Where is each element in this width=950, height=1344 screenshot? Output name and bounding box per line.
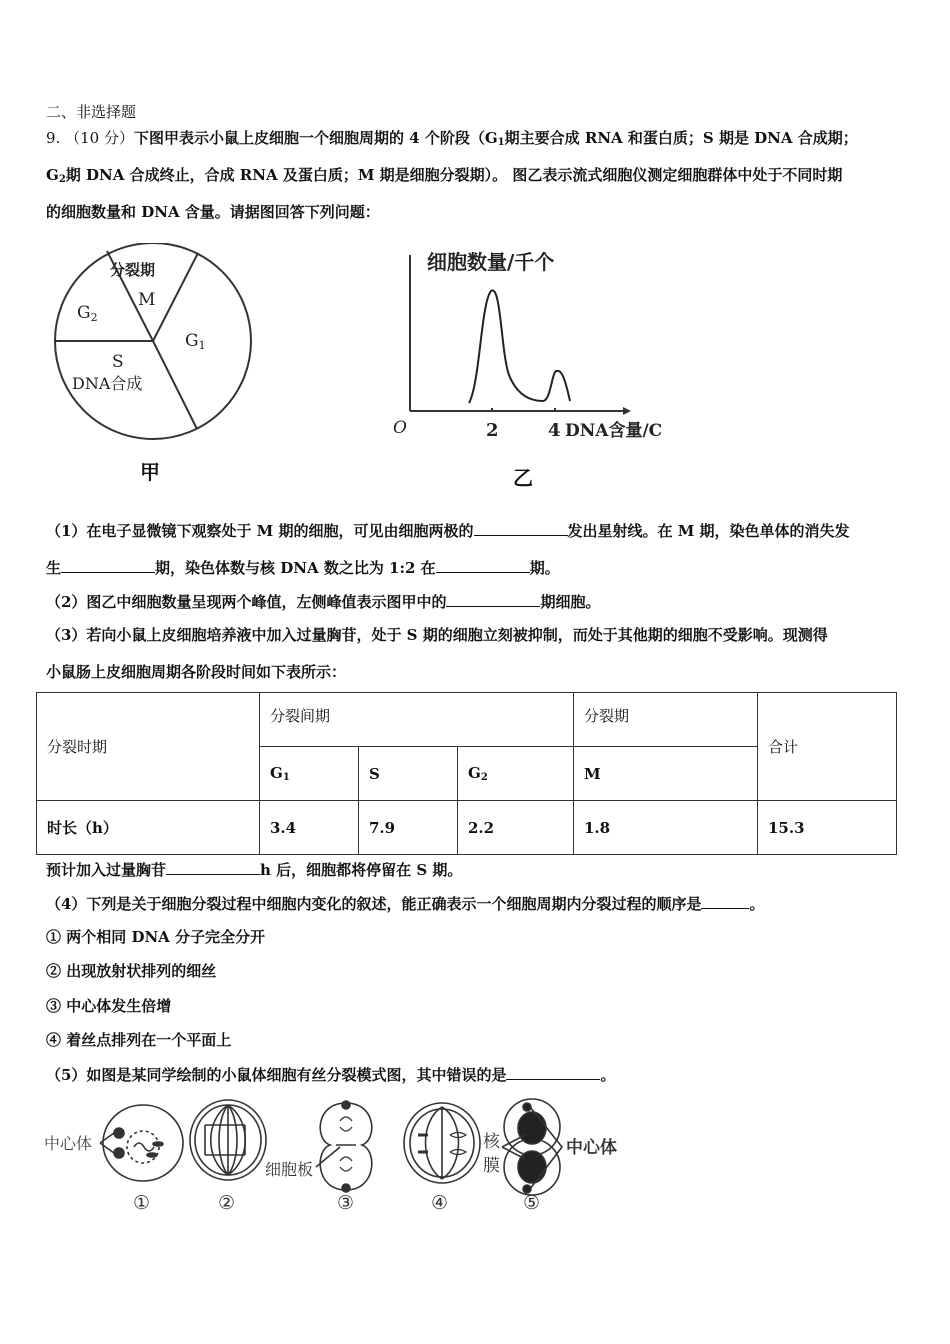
chart-ylabel: 细胞数量/千个: [427, 250, 555, 274]
sub-q5-text-a: （5）如图是某同学绘制的小鼠体细胞有丝分裂模式图，其中错误的是: [46, 1066, 507, 1084]
stem-text-3: 的细胞数量和 DNA 含量。请据图回答下列问题：: [46, 203, 380, 221]
table-header-phase: 分裂时期: [37, 693, 260, 801]
stem-text-2-pre: G: [46, 166, 59, 184]
annot-cell-plate: 细胞板: [265, 1160, 314, 1179]
stem-text-2-rest: 期 DNA 合成终止，合成 RNA 及蛋白质；M 期是细胞分裂期）。 图乙表示流式细胞仪测定细胞群体中处于不同时期: [65, 166, 843, 184]
sub-q3-text-2: 小鼠肠上皮细胞周期各阶段时间如下表所示：: [46, 663, 347, 681]
question-score: （10 分）: [65, 129, 134, 147]
table-header-G1: [260, 747, 359, 801]
cell-diagram-3: [316, 1101, 372, 1192]
answer-blank-q1-1[interactable]: [474, 520, 568, 536]
sub-q1-text-b: 发出星射线。在 M 期，染色单体的消失发: [567, 522, 850, 540]
pie-label-G1: G1: [185, 331, 206, 352]
sub-q1-text-a: （1）在电子显微镜下观察处于 M 期的细胞，可见由细胞两极的: [46, 522, 474, 540]
sub-q3-text-after-a: 预计加入过量胸苷: [46, 861, 167, 879]
phase-sub: 1: [282, 772, 290, 783]
sub-q3-text-after-b: h 后，细胞都将停留在 S 期。: [260, 861, 463, 879]
sub-q3-text-1: （3）若向小鼠上皮细胞培养液中加入过量胸苷，处于 S 期的细胞立刻被抑制，而处于其他期的细胞不受影响。现测得: [46, 626, 828, 644]
pie-label-M: M: [138, 290, 156, 310]
figure-yi-chart: [385, 243, 705, 453]
sub-q1-text-c: 生: [46, 559, 62, 577]
table-header-M: [574, 747, 758, 801]
sub-q4-option-3: ③ 中心体发生倍增: [46, 997, 172, 1015]
question-number: 9.: [46, 129, 61, 147]
figure-label-2: ②: [218, 1192, 236, 1214]
table-row: [37, 801, 897, 855]
figure-label-4: ④: [431, 1192, 449, 1214]
phase-label: M: [584, 764, 601, 783]
phase-sub: 2: [480, 772, 488, 783]
answer-blank-q1-3[interactable]: [436, 557, 530, 573]
sub-question-3-line-1: [46, 625, 828, 645]
answer-blank-q4[interactable]: [701, 893, 749, 909]
cell-diagram-1: [100, 1105, 183, 1181]
sub-q1-text-e: 期。: [529, 559, 560, 577]
phase-label: G: [468, 764, 481, 782]
section-title-text: 二、非选择题: [46, 103, 137, 121]
figure-label-3: ③: [337, 1192, 355, 1214]
sub-question-4-stem: [46, 893, 764, 914]
chart-xtick-2: 2: [486, 420, 499, 441]
answer-blank-q5[interactable]: [506, 1064, 600, 1080]
answer-blank-q1-2[interactable]: [61, 557, 155, 573]
cell-cycle-duration-table: [36, 692, 897, 855]
table-header-mitosis: 分裂期: [574, 693, 758, 747]
table-cell-M-value: 1.8: [574, 801, 758, 855]
figure-label-1: ①: [133, 1192, 151, 1214]
table-header-row-1: [37, 693, 897, 747]
pie-label-S: S: [112, 352, 124, 372]
stem-sub-2: 2: [58, 174, 66, 185]
annot-centrosome-1: 中心体: [44, 1134, 93, 1153]
table-header-G2: [458, 747, 574, 801]
cell-diagram-2: [190, 1100, 266, 1180]
sub-q1-text-d: 期，染色体数与核 DNA 数之比为 1:2 在: [155, 559, 436, 577]
stem-text-1: 下图甲表示小鼠上皮细胞一个细胞周期的 4 个阶段（G: [133, 129, 498, 147]
mitosis-diagrams: [40, 1095, 640, 1220]
cell-diagram-4: [404, 1103, 480, 1183]
sub-q4-text-a: （4）下列是关于细胞分裂过程中细胞内变化的叙述，能正确表示一个细胞周期内分裂过程的顺序是: [46, 895, 702, 913]
question-stem-line-3: [46, 202, 380, 222]
figure-yi-caption: 乙: [513, 466, 533, 490]
table-header-total: 合计: [758, 693, 897, 801]
chart-xtick-4: 4: [548, 420, 561, 441]
chart-origin-label: O: [393, 418, 407, 438]
figure-jia-caption: 甲: [140, 460, 160, 484]
sub-q5-text-b: 。: [600, 1066, 616, 1084]
pie-label-mitosis: 分裂期: [110, 261, 156, 279]
sub-q2-text-b: 期细胞。: [540, 593, 601, 611]
annot-nuclear-membrane-1: 核: [483, 1132, 500, 1152]
sub-q2-text-a: （2）图乙中细胞数量呈现两个峰值，左侧峰值表示图甲中的: [46, 593, 447, 611]
stem-sub-1: 1: [497, 137, 505, 148]
sub-question-1-line-1: [46, 520, 850, 541]
answer-blank-q2[interactable]: [446, 591, 540, 607]
phase-label: G: [270, 764, 283, 782]
section-title: [46, 102, 136, 122]
table-cell-duration-label: 时长（h）: [37, 801, 260, 855]
cell-diagram-5: [502, 1099, 562, 1195]
sub-q4-text-b: 。: [749, 895, 765, 913]
answer-blank-q3[interactable]: [166, 859, 260, 875]
sub-question-2: [46, 591, 600, 612]
annot-centrosome-5: 中心体: [566, 1138, 617, 1158]
table-cell-G1-value: 3.4: [260, 801, 359, 855]
table-header-interphase: 分裂间期: [260, 693, 574, 747]
question-stem-line-2: [46, 165, 842, 190]
table-header-S: [359, 747, 458, 801]
sub-question-1-line-2: [46, 557, 560, 578]
sub-question-5-stem: [46, 1064, 615, 1085]
figure-jia-pie-chart: [50, 243, 260, 453]
table-cell-G2-value: 2.2: [458, 801, 574, 855]
annot-nuclear-membrane-2: 膜: [483, 1156, 500, 1176]
figure-label-5: ⑤: [523, 1192, 541, 1214]
sub-q4-option-2: ② 出现放射状排列的细丝: [46, 962, 217, 980]
question-stem-line-1: [46, 128, 858, 153]
sub-q4-option-4: ④ 着丝点排列在一个平面上: [46, 1031, 232, 1049]
sub-question-3-line-2: [46, 662, 346, 682]
sub-question-3-after-table: [46, 859, 462, 880]
pie-label-dna-synthesis: DNA合成: [72, 374, 143, 393]
table-cell-S-value: 7.9: [359, 801, 458, 855]
phase-label: S: [369, 764, 380, 783]
chart-xlabel: DNA含量/C: [565, 421, 663, 441]
stem-text-1-rest: 期主要合成 RNA 和蛋白质；S 期是 DNA 合成期；: [504, 129, 858, 147]
pie-label-G2: G2: [77, 303, 98, 324]
sub-q4-option-1: ① 两个相同 DNA 分子完全分开: [46, 928, 266, 946]
table-cell-total-value: 15.3: [758, 801, 897, 855]
